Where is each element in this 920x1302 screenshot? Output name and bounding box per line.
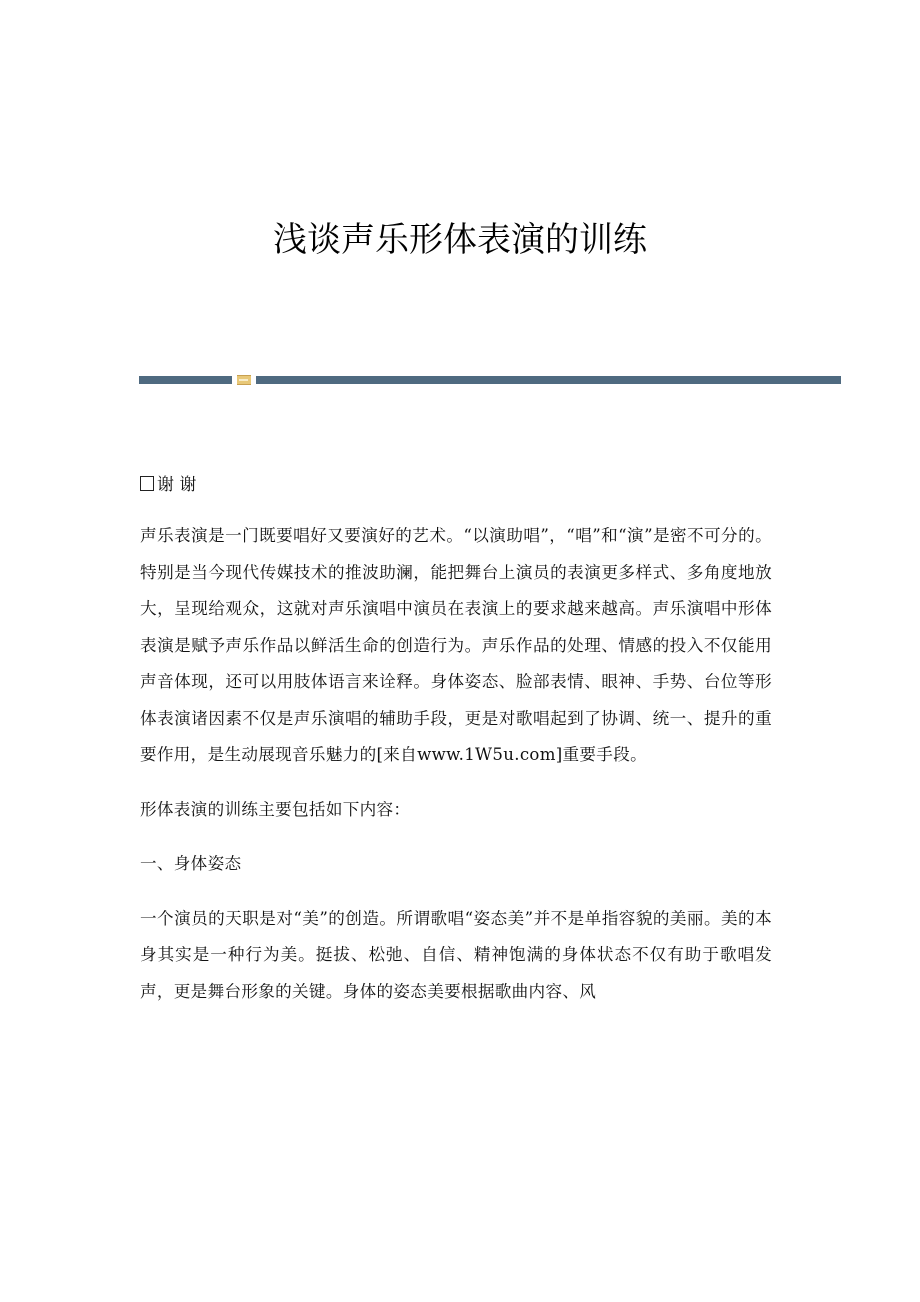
checkbox-square-icon	[140, 476, 154, 491]
title-divider	[139, 372, 841, 388]
section-heading-body-posture: 一、身体姿态	[140, 854, 242, 873]
document-body	[140, 466, 772, 1028]
author-name: 谢 谢	[157, 475, 197, 495]
divider-bar-right	[256, 376, 841, 384]
paragraph-intro: 声乐表演是一门既要唱好又要演好的艺术。“以演助唱”，“唱”和“演”是密不可分的。特别是当今现代传媒技术的推波助澜，能把舞台上演员的表演更多样式、多角度地放大，呈现给观众，这就对声乐演唱中演员在表演上的要求越来越高。声乐演唱中形体表演是赋予声乐作品以鲜活生命的创造行为。声乐作品的处理、情感的投入不仅能用声音体现，还可以用肢体语言来诠释。身体姿态、脸部表情、眼神、手势、台位等形体表演诸因素不仅是声乐演唱的辅助手段，更是对歌唱起到了协调、统一、提升的重要作用，是生动展现音乐魅力的[来自www.1W5u.com]重要手段。	[140, 526, 772, 764]
divider-ornament-icon	[237, 375, 251, 385]
divider-bar-left	[139, 376, 232, 384]
author-line	[140, 466, 772, 504]
paragraph-training-content: 形体表演的训练主要包括如下内容：	[140, 799, 411, 819]
document-title: 浅谈声乐形体表演的训练	[273, 220, 647, 260]
paragraph-posture: 一个演员的天职是对“美”的创造。所谓歌唱“姿态美”并不是单指容貌的美丽。美的本身其实是一种行为美。挺拔、松弛、自信、精神饱满的身体状态不仅有助于歌唱发声，更是舞台形象的关键。身体的姿态美要根据歌曲内容、风	[140, 908, 772, 1001]
